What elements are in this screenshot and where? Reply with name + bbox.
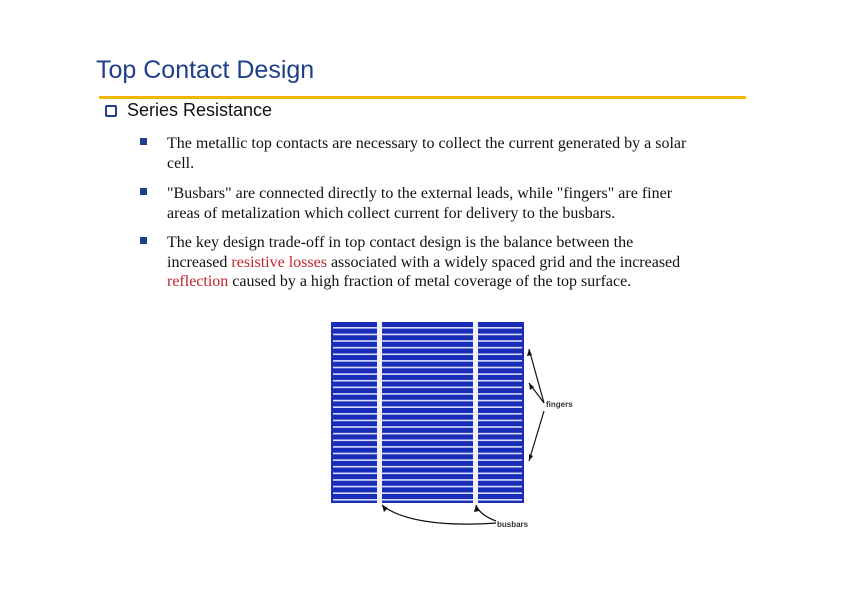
finger-line: [333, 420, 522, 422]
bullet-3-line-2: [167, 253, 767, 273]
checkbox-bullet-icon: [105, 105, 117, 117]
finger-line: [333, 439, 522, 441]
busbar-right: [473, 322, 478, 503]
bullet-1-line-1: The metallic top contacts are necessary to collect the current generated by a solar: [167, 135, 687, 152]
bullet-text-2: [167, 184, 767, 223]
subheading: [105, 100, 272, 121]
slide-title: Top Contact Design: [96, 56, 315, 84]
finger-line: [333, 347, 522, 349]
bullet-3-line-3: [167, 272, 767, 292]
bullet-2-line-2: areas of metalization which collect current for delivery to the busbars.: [167, 204, 616, 222]
bullet-3-text: caused by a high fraction of metal coverage of the top surface.: [228, 273, 632, 290]
finger-line: [333, 393, 522, 395]
finger-line: [333, 492, 522, 494]
busbar-arrow-right: [476, 505, 496, 521]
finger-line: [333, 380, 522, 382]
bullet-text-3: [167, 233, 767, 292]
arrowhead-icon: [529, 454, 533, 461]
finger-line: [333, 400, 522, 402]
finger-arrow-bottom: [529, 411, 544, 461]
finger-line: [333, 473, 522, 475]
finger-line: [333, 426, 522, 428]
finger-line: [333, 446, 522, 448]
finger-line: [333, 367, 522, 369]
finger-line: [333, 353, 522, 355]
finger-line: [333, 373, 522, 375]
title-underline: [99, 96, 746, 99]
finger-line: [333, 334, 522, 336]
solar-cell: [331, 322, 524, 503]
bullet-3-line-1: The key design trade-off in top contact design is the balance between the: [167, 234, 634, 251]
bullet-2-line-1: "Busbars" are connected directly to the external leads, while "fingers" are finer: [167, 185, 673, 202]
finger-line: [333, 413, 522, 415]
finger-line: [333, 499, 522, 501]
finger-line: [333, 453, 522, 455]
busbar-left: [377, 322, 382, 503]
finger-line: [333, 433, 522, 435]
square-bullet-icon: [140, 138, 147, 145]
finger-line: [333, 387, 522, 389]
square-bullet-icon: [140, 237, 147, 244]
square-bullet-icon: [140, 188, 147, 195]
solar-cell-diagram: [320, 315, 590, 540]
highlight-resistive-losses: resistive losses: [231, 253, 327, 271]
finger-line: [333, 466, 522, 468]
bullet-text-1: [167, 134, 767, 173]
busbar-arrow-left: [382, 505, 496, 524]
finger-line: [333, 486, 522, 488]
finger-line: [333, 479, 522, 481]
arrowhead-icon: [382, 505, 388, 512]
finger-line: [333, 327, 522, 329]
fingers-label: fingers: [546, 400, 573, 409]
subheading-text: Series Resistance: [127, 100, 273, 120]
highlight-reflection: reflection: [167, 273, 229, 290]
finger-line: [333, 360, 522, 362]
finger-line: [333, 340, 522, 342]
bullet-3-text: associated with a widely spaced grid and the increased: [326, 253, 681, 271]
arrowhead-icon: [527, 349, 532, 356]
finger-line: [333, 406, 522, 408]
finger-line: [333, 459, 522, 461]
bullet-3-text: increased: [167, 253, 232, 271]
finger-arrow-top: [529, 349, 544, 403]
busbars-label: busbars: [497, 520, 529, 529]
bullet-1-line-2: cell.: [167, 154, 195, 172]
